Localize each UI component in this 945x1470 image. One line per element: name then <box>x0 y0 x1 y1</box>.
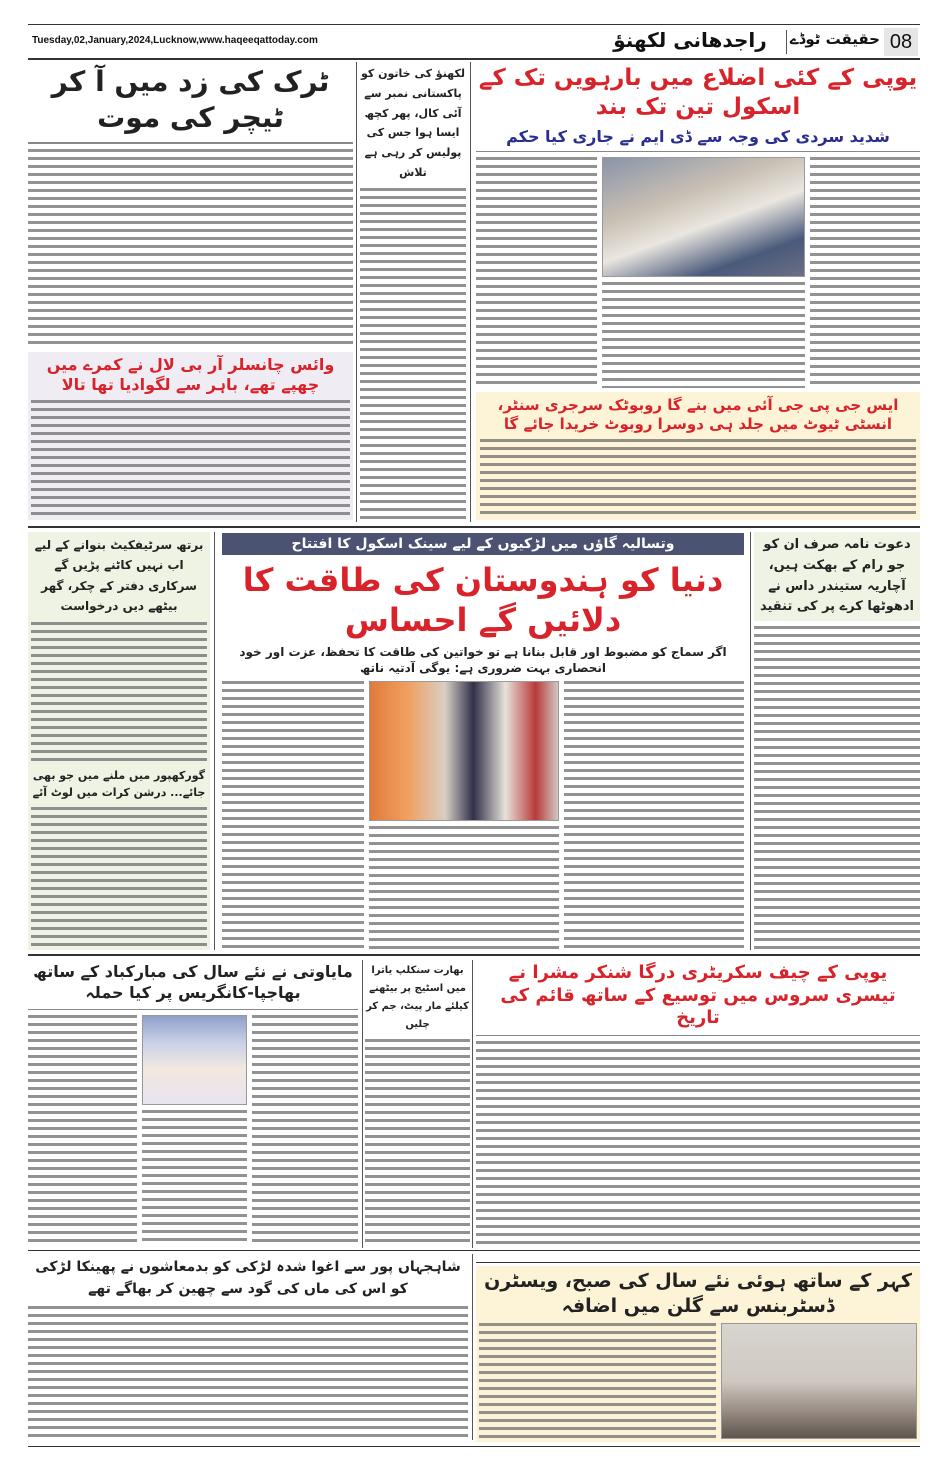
pak-call-headline: لکھنؤ کی خاتون کو پاکستانی نمبر سے آئی کال، پھر کچھ ایسا ہوا جس کی پولیس کر رہی ہے تلاش <box>361 67 465 179</box>
chief-secretary-article <box>476 962 920 1246</box>
pak-call-article <box>360 64 466 520</box>
fog-article <box>476 1266 920 1442</box>
sgpgi-body <box>480 439 916 517</box>
fog-traffic-photo <box>721 1323 917 1439</box>
section-title: راجدھانی لکھنؤ <box>613 28 767 52</box>
vc-article <box>28 352 353 520</box>
fog-headline: کہر کے ساتھ ہوئی نئے سال کی صبح، ویسٹرن ڈسٹربنس سے گلن میں اضافہ <box>484 1270 912 1317</box>
invitation-article <box>754 532 920 950</box>
chief-secretary-headline: یوپی کے چیف سکریٹری درگا شنکر مشرا نے تیسری سروس میں توسیع کے ساتھ قائم کی تاریخ <box>500 962 896 1028</box>
sankalp-body <box>365 1039 470 1246</box>
truck-article <box>28 64 353 346</box>
invitation-body <box>754 626 920 950</box>
birth-cert-body <box>31 622 207 762</box>
invitation-headline: دعوت نامہ صرف ان کو جو رام کے بھکت ہیں، آچاریہ ستیندر داس نے ادھوٹھا کرے پر کی تنقید <box>754 532 920 621</box>
mayawati-headline: مایاوتی نے نئے سال کی مبارکباد کے ساتھ بھاجپا-کانگریس پر کیا حملہ <box>33 962 353 1002</box>
dateline: Tuesday,02,January,2024,Lucknow,www.haqeeqattoday.com <box>32 35 318 46</box>
masthead-logo: حقیقت ٹوڈے <box>789 30 880 48</box>
mayawati-article <box>28 962 358 1246</box>
shahjahanpur-headline: شاہجہاں پور سے اغوا شدہ لڑکی کو بدمعاشوں نے پھینکا لڑکی کو اس کی ماں کی گود سے چھین کر بھاگے تھے <box>35 1259 461 1298</box>
truck-headline: ٹرک کی زد میں آ کر ٹیچر کی موت <box>51 65 330 135</box>
sankalp-headline: بھارت سنکلپ یاترا میں اسٹیج پر بیٹھنے کیلئے مار پیٹ، جم کر چلیں <box>366 965 469 1030</box>
truck-body <box>28 149 353 346</box>
sainik-body-right <box>564 681 744 949</box>
mayawati-body-left <box>28 1015 137 1246</box>
sainik-body-mid <box>369 826 559 949</box>
sainik-headline: دنیا کو ہندوستان کی طاقت کا دلائیں گے احساس <box>242 561 724 639</box>
gorakhpur-headline: گورکھپور میں ملنے میں جو بھی جائے... درشن کرات میں لوٹ آئے <box>32 768 206 800</box>
schools-article <box>476 64 920 388</box>
shahjahanpur-article <box>28 1256 468 1442</box>
sainik-body-left <box>222 681 364 949</box>
inauguration-photo <box>369 681 559 821</box>
sankalp-article <box>365 962 470 1246</box>
mayawati-photo <box>142 1015 247 1105</box>
shahjahanpur-body <box>28 1306 468 1442</box>
fog-body <box>479 1323 716 1439</box>
birth-cert-headline: برتھ سرٹیفکیٹ بنوانے کے لیے اب نہیں کاٹنے پڑیں گے سرکاری دفتر کے چکر، گھر بیٹھے دیں درخواست <box>34 538 204 614</box>
mayawati-body-mid <box>142 1110 247 1246</box>
birth-cert-column <box>28 532 210 950</box>
sgpgi-headline: ایس جی پی جی آئی میں بنے گا روبوٹک سرجری سنٹر، انسٹی ٹیوٹ میں جلد ہی دوسرا روبوٹ خریدا جائے گا <box>497 396 899 433</box>
mayawati-body-right <box>252 1015 358 1246</box>
gorakhpur-body <box>31 807 207 947</box>
schoolgirls-photo <box>602 157 805 277</box>
pak-call-body <box>360 188 466 520</box>
schools-headline: یوپی کے کئی اضلاع میں بارہویں تک کے اسکول تین تک بند <box>478 65 918 120</box>
vc-body <box>31 400 350 517</box>
sgpgi-article <box>476 392 920 520</box>
schools-subheadline: شدید سردی کی وجہ سے ڈی ایم نے جاری کیا حکم <box>506 126 890 146</box>
page-number: 08 <box>884 28 918 56</box>
chief-secretary-body <box>476 1041 920 1247</box>
sainik-article <box>222 533 744 949</box>
sainik-subheadline: اگر سماج کو مضبوط اور قابل بنانا ہے تو خواتین کی طاقت کا تحفظ، عزت اور خود انحصاری بہت ضروری ہے: یوگی آدتیہ ناتھ <box>239 645 727 675</box>
sainik-banner: وتسالیہ گاؤں میں لڑکیوں کے لیے سینک اسکول کا افتتاح <box>222 533 744 555</box>
schools-body-bottom <box>602 282 805 389</box>
schools-body-left <box>476 157 597 389</box>
vc-headline: وائس چانسلر آر بی لال نے کمرے میں چھپے تھے، باہر سے لگوادیا تھا تالا <box>46 355 335 394</box>
schools-body-right <box>810 157 920 389</box>
